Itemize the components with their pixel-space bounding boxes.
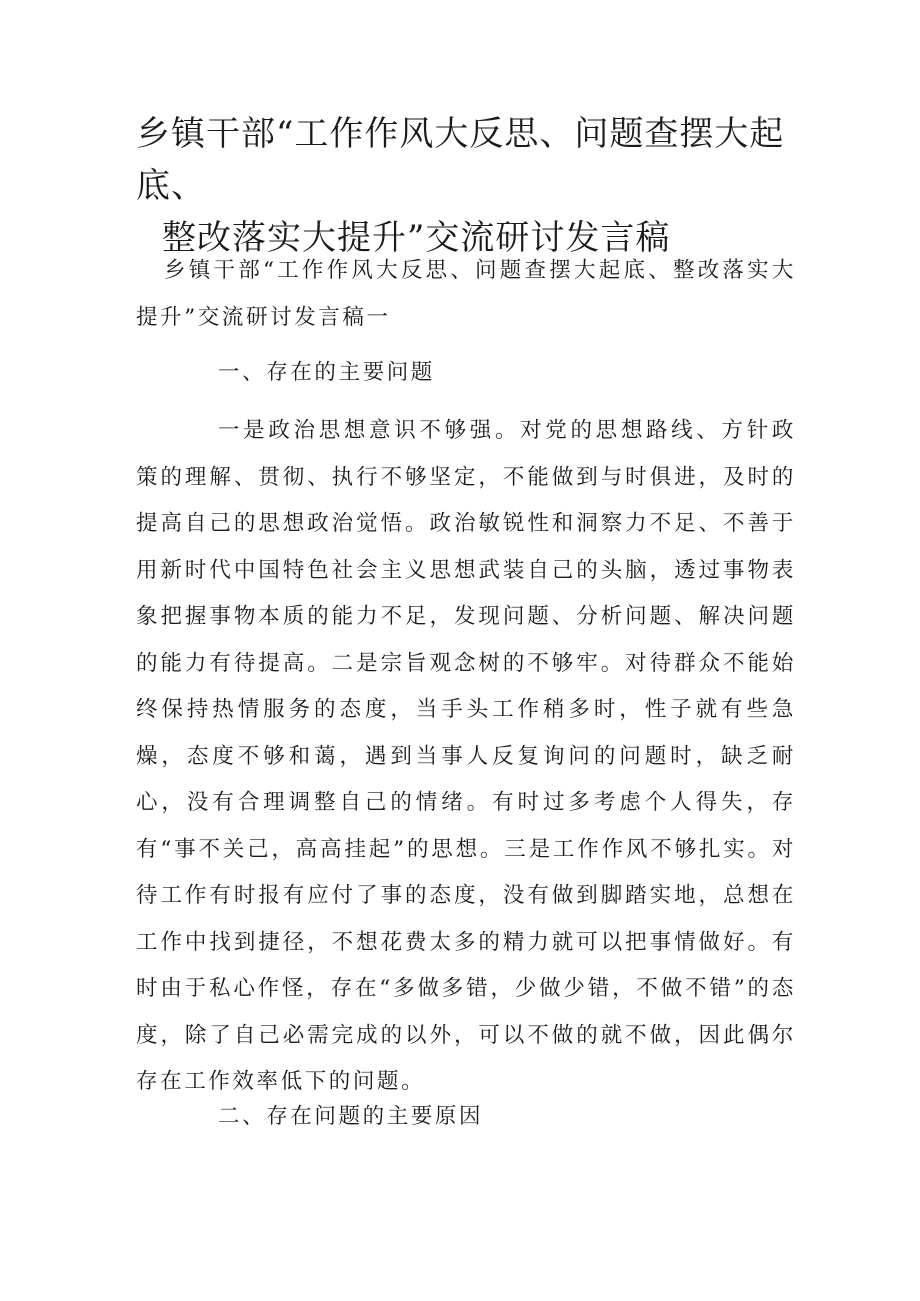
title-line-2: 整改落实大提升”交流研讨发言稿 [162, 218, 671, 258]
section-1-paragraph: 一是政治思想意识不够强。对党的思想路线、方针政策的理解、贯彻、执行不够坚定，不能做到与时俱进，及时的提高自己的思想政治觉悟。政治敏锐性和洞察力不足、不善于用新时代中国特色社会主义思想武装自己的头脑，透过事物表象把握事物本质的能力不足，发现问题、分析问题、解决问题的能力有待提高。二是宗旨观念树的不够牢。对待群众不能始终保持热情服务的态度，当手头工作稍多时，性子就有些急燥，态度不够和蔼，遇到当事人反复询问的问题时，缺乏耐心，没有合理调整自己的情绪。有时过多考虑个人得失，存有“事不关己，高高挂起”的思想。三是工作作风不够扎实。对待工作有时报有应付了事的态度，没有做到脚踏实地，总想在工作中找到捷径，不想花费太多的精力就可以把事情做好。有时由于私心作怪，存在“多做多错，少做少错，不做不错”的态度，除了自己必需完成的以外，可以不做的就不做，因此偶尔存在工作效率低下的问题。 [136, 418, 796, 1094]
intro-paragraph: 乡镇干部“工作作风大反思、问题查摆大起底、整改落实大提升”交流研讨发言稿一 [136, 258, 796, 330]
title-line-1: 乡镇干部“工作作风大反思、问题查摆大起底、 [136, 114, 785, 206]
document-title [136, 108, 836, 264]
section-heading-1: 一、存在的主要问题 [218, 360, 435, 385]
section-heading-2: 二、存在问题的主要原因 [218, 1104, 484, 1129]
